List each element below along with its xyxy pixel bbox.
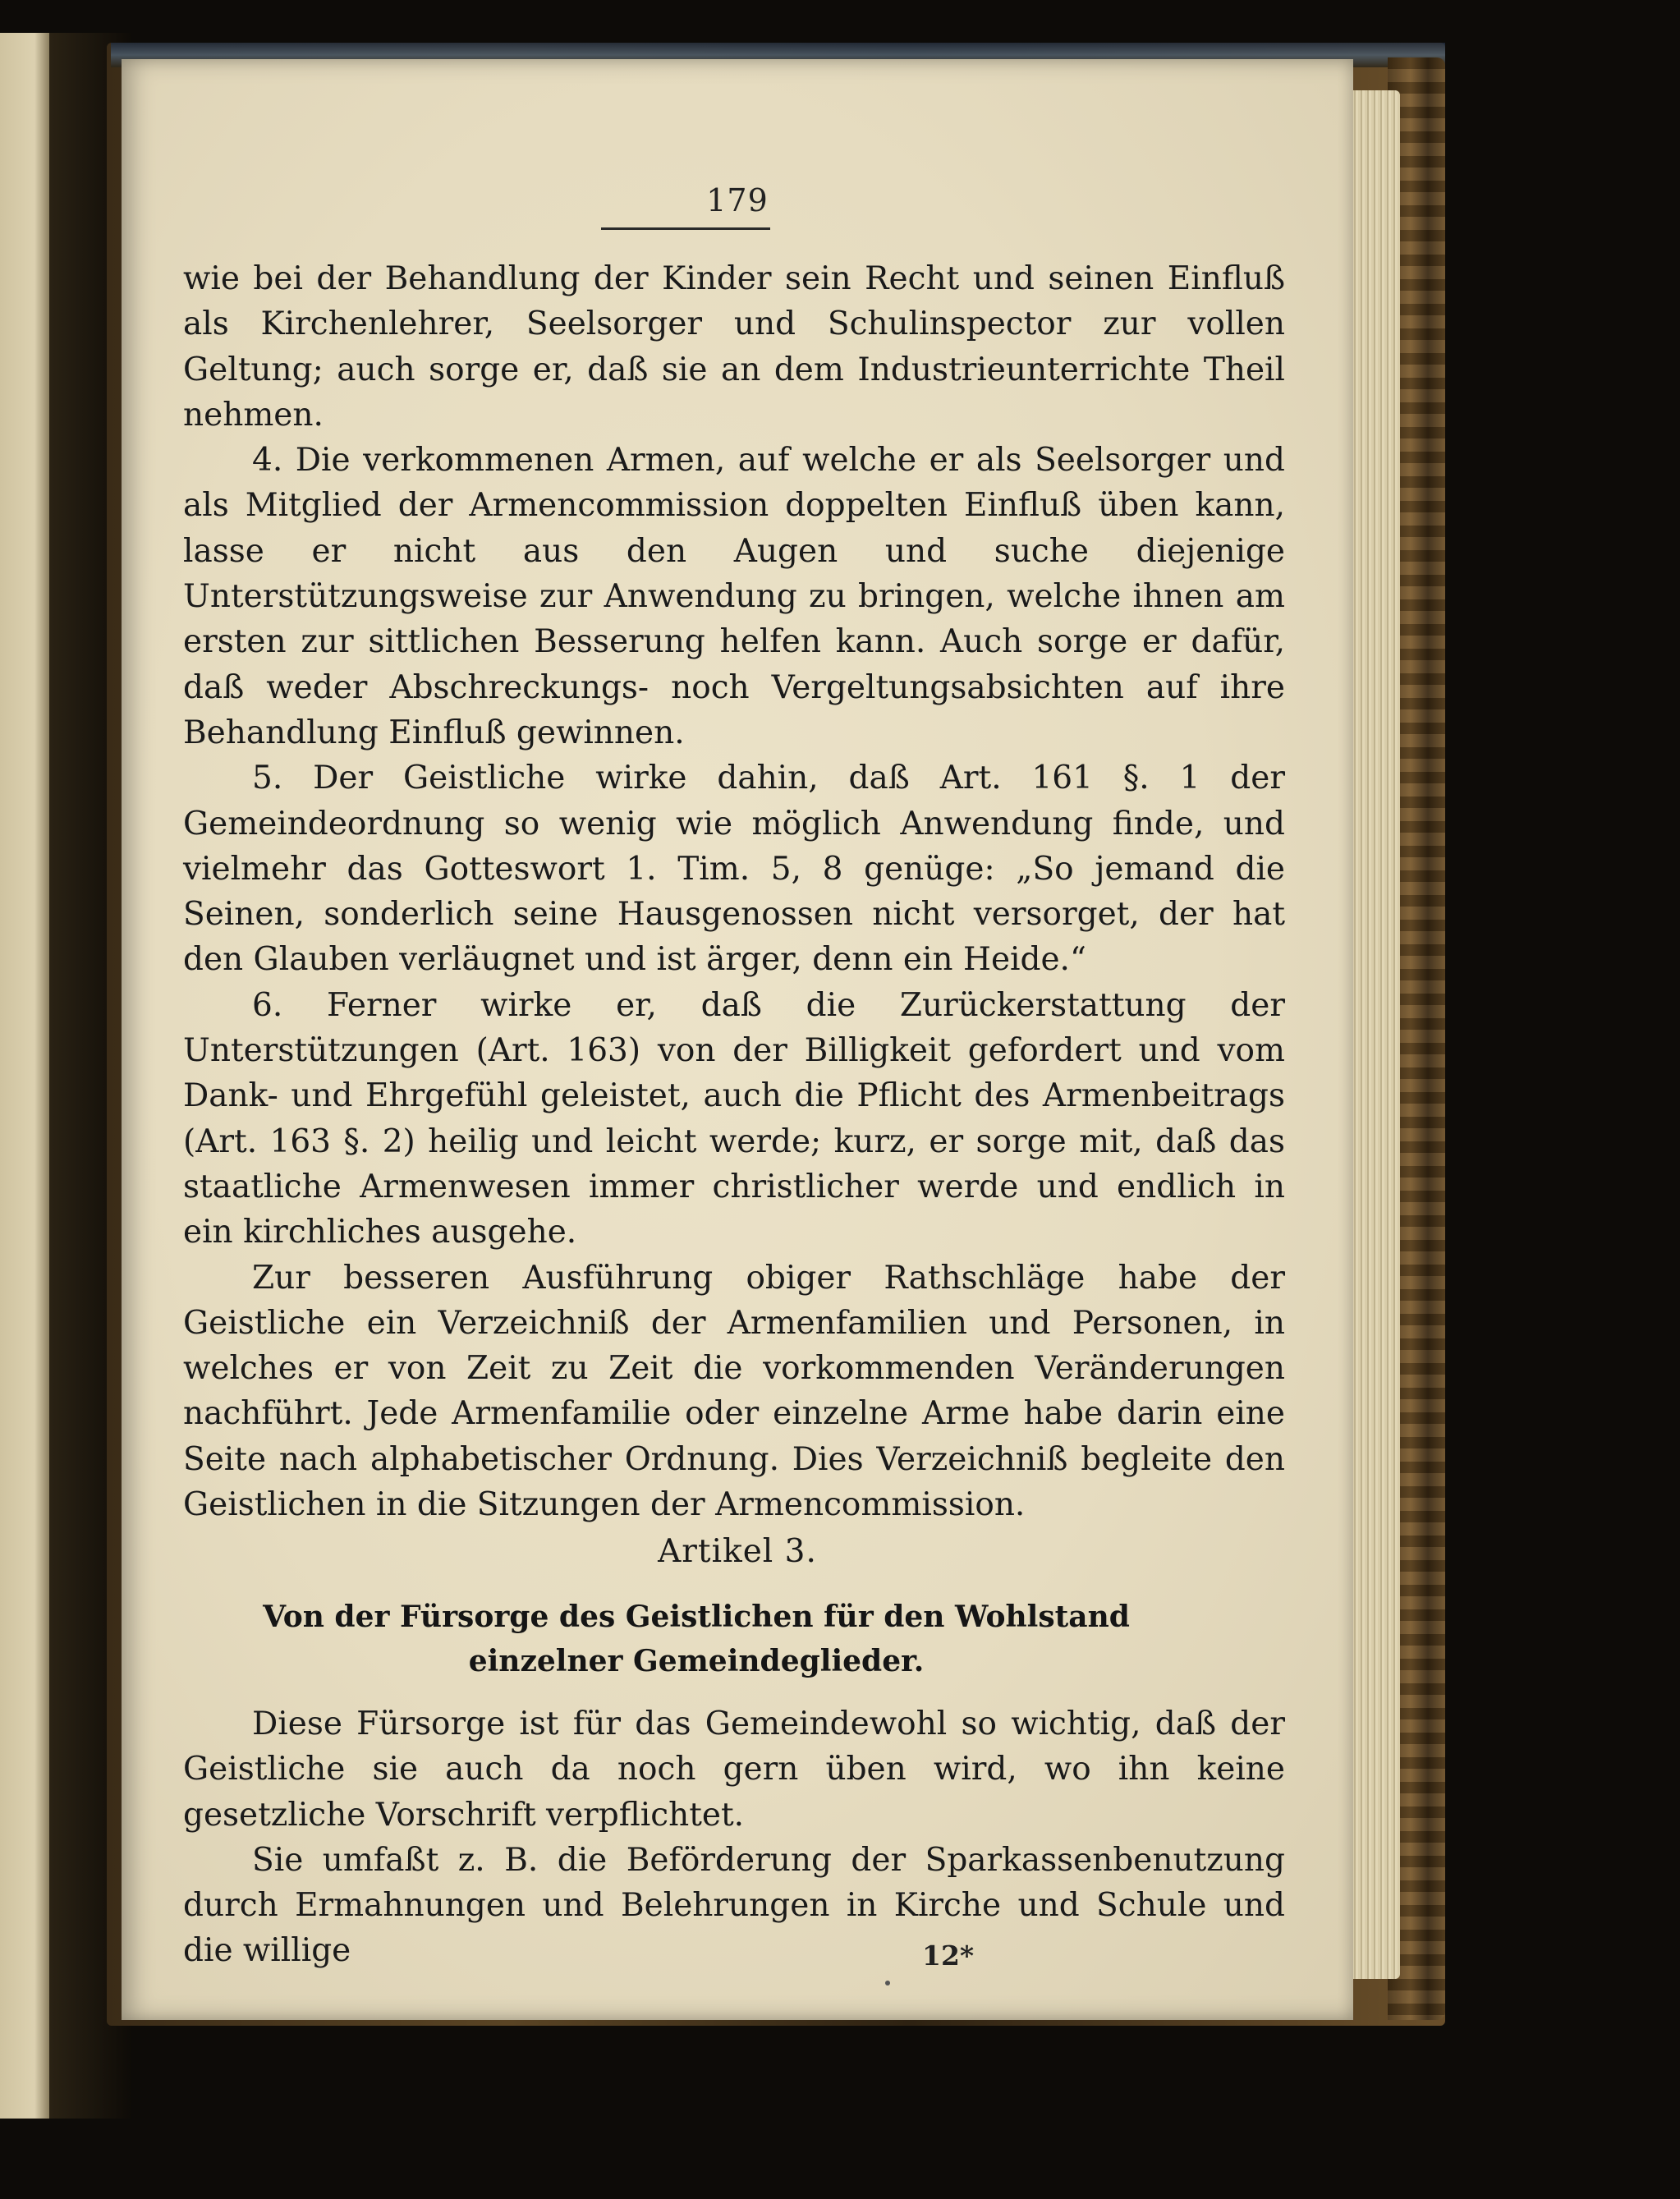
left-page-edge [0,33,49,2119]
paragraph-item-4: 4. Die verkommenen Armen, auf welche er als Seelsorger und als Mitglied der Armencommission doppelten Einfluß üben kann, lasse er nicht aus den Augen und suche diejenige Unterstützungsweise zur Anwendung zu bringen, welche ihnen am ersten zur sittlichen Besserung helfen kann. Auch sorge er dafür, daß weder Abschreckungs- noch Vergeltungsabsichten auf ihre Behandlung Einfluß gewinnen. [183,442,1285,751]
body-text-bottom [183,1701,1285,1974]
section-title: Artikel 3. [658,1533,817,1570]
section-subtitle: Von der Fürsorge des Geistlichen für den Wohlstand einzelner Gemeindeglieder. [263,1600,1130,1678]
paragraph-sparkasse: Sie umfaßt z. B. die Beförderung der Sparkassenbenutzung durch Ermahnungen und Belehrungen in Kirche und Schule und die willige [183,1841,1285,1970]
header-rule [601,227,770,230]
ink-dot [885,1981,890,1986]
paragraph-item-5: 5. Der Geistliche wirke dahin, daß Art. 161 §. 1 der Gemeindeordnung so wenig wie möglich Anwendung finde, und vielmehr das Gotteswort 1. Tim. 5, 8 genüge: „So jemand die Seinen, sonderlich seine Hausgenossen nicht versorget, der hat den Glauben verläugnet und ist ärger, denn ein Heide.“ [183,760,1285,979]
page-number: 179 [706,182,769,218]
paragraph-continuation: wie bei der Behandlung der Kinder sein Recht und seinen Einfluß als Kirchenlehrer, Seelsorger und Schulinspector zur vollen Geltung; auch sorge er, daß sie an dem Industrieunterrichte Theil nehmen. [183,260,1285,434]
signature-mark: 12* [922,1940,975,1972]
paragraph-register: Zur besseren Ausführung obiger Rathschläge habe der Geistliche ein Verzeichniß der Armenfamilien und Personen, in welches er von Zeit zu Zeit die vorkommenden Veränderungen nachführt. Jede Armenfamilie oder einzelne Arme habe darin eine Seite nach alphabetischer Ordnung. Dies Verzeichniß begleite den Geistlichen in die Sitzungen der Armencommission. [183,1259,1285,1524]
book-page [122,59,1353,2020]
paragraph-item-6: 6. Ferner wirke er, daß die Zurückerstattung der Unterstützungen (Art. 163) von der Billigkeit gefordert und vom Dank- und Ehrgefühl geleistet, auch die Pflicht des Armenbeitrags (Art. 163 §. 2) heilig und leicht werde; kurz, er sorge mit, daß das staatliche Armenwesen immer christlicher werde und endlich in ein kirchliches ausgehe. [183,986,1285,1251]
paragraph-fuersorge: Diese Fürsorge ist für das Gemeindewohl so wichtig, daß der Geistliche sie auch da noch gern üben wird, wo ihn keine gesetzliche Vorschrift verpflichtet. [183,1705,1285,1834]
body-text-top [183,256,1285,1527]
